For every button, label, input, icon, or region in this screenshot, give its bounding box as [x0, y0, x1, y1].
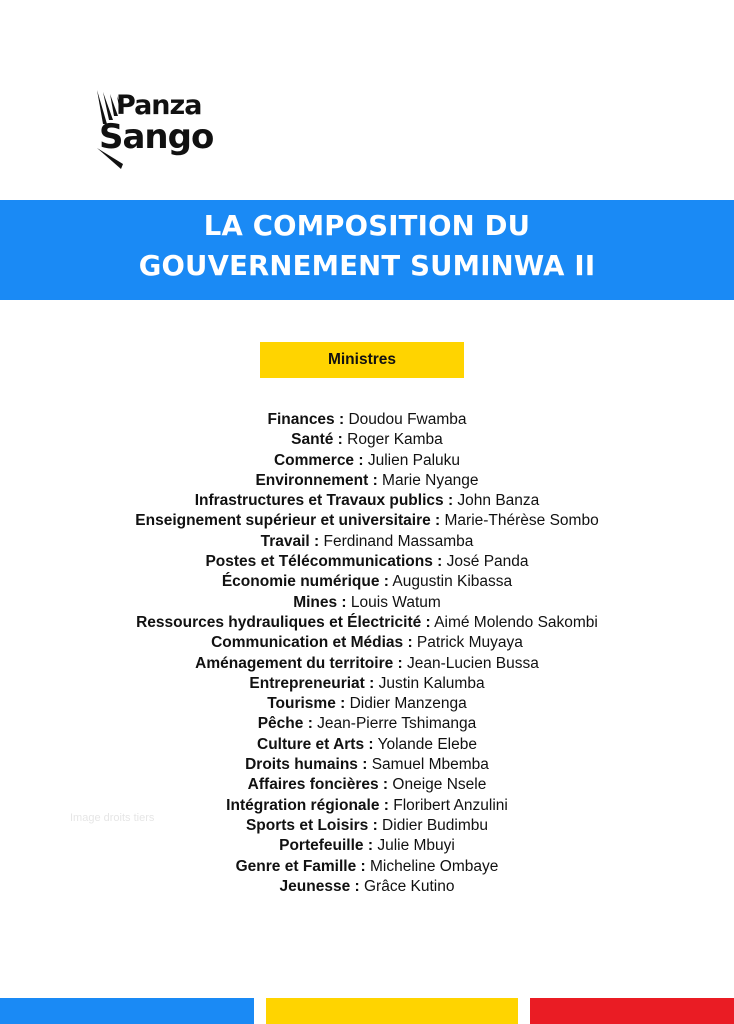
- minister-name: Marie Nyange: [377, 471, 479, 489]
- page-title-line-1: LA COMPOSITION DU: [203, 210, 531, 242]
- minister-row: [0, 430, 734, 450]
- title-banner: [0, 200, 734, 300]
- image-rights-watermark: Image droits tiers: [70, 812, 155, 824]
- minister-name: Julien Paluku: [363, 451, 461, 469]
- footer-stripe-blue: [0, 998, 254, 1024]
- minister-name: Micheline Ombaye: [365, 857, 499, 875]
- minister-portfolio: Communication et Médias :: [211, 634, 413, 652]
- minister-row: [0, 836, 734, 856]
- minister-portfolio: Environnement :: [255, 471, 378, 489]
- minister-row: [0, 633, 734, 653]
- minister-row: [0, 491, 734, 511]
- minister-row: [0, 755, 734, 775]
- minister-portfolio: Aménagement du territoire :: [195, 654, 403, 672]
- page-title-line-2: GOUVERNEMENT SUMINWA II: [138, 250, 596, 282]
- minister-row: [0, 572, 734, 592]
- minister-name: Patrick Muyaya: [412, 634, 523, 652]
- minister-name: Ferdinand Massamba: [319, 532, 474, 550]
- minister-name: Louis Watum: [346, 593, 441, 611]
- minister-portfolio: Travail :: [260, 532, 320, 550]
- minister-name: Aimé Molendo Sakombi: [430, 613, 598, 631]
- minister-portfolio: Santé :: [291, 431, 343, 449]
- minister-row: [0, 451, 734, 471]
- minister-row: [0, 511, 734, 531]
- minister-name: Augustin Kibassa: [388, 573, 513, 591]
- minister-row: [0, 532, 734, 552]
- minister-portfolio: Pêche :: [257, 715, 313, 733]
- minister-name: Yolande Elebe: [373, 735, 477, 753]
- minister-row: [0, 857, 734, 877]
- minister-portfolio: Portefeuille :: [279, 837, 374, 855]
- minister-portfolio: Mines :: [293, 593, 347, 611]
- minister-name: Samuel Mbemba: [367, 756, 489, 774]
- minister-name: Jean-Pierre Tshimanga: [312, 715, 477, 733]
- minister-portfolio: Économie numérique :: [221, 573, 389, 591]
- minister-portfolio: Culture et Arts :: [257, 735, 374, 753]
- minister-name: Roger Kamba: [342, 431, 443, 449]
- minister-portfolio: Entrepreneuriat :: [249, 674, 375, 692]
- minister-name: John Banza: [453, 492, 540, 510]
- minister-name: Didier Budimbu: [377, 816, 489, 834]
- minister-portfolio: Finances :: [267, 411, 345, 428]
- minister-row: [0, 593, 734, 613]
- minister-name: Doudou Fwamba: [344, 411, 467, 428]
- minister-row: [0, 694, 734, 714]
- minister-row: [0, 775, 734, 795]
- minister-row: [0, 471, 734, 491]
- minister-portfolio: Ressources hydrauliques et Électricité :: [136, 613, 431, 631]
- minister-row: [0, 613, 734, 633]
- minister-portfolio: Droits humains :: [245, 756, 368, 774]
- minister-row: [0, 877, 734, 897]
- minister-portfolio: Sports et Loisirs :: [245, 816, 378, 834]
- minister-name: Julie Mbuyi: [373, 837, 455, 855]
- minister-name: Floribert Anzulini: [388, 796, 508, 814]
- footer-stripe-yellow: [266, 998, 518, 1024]
- minister-row: [0, 735, 734, 755]
- minister-name: Grâce Kutino: [359, 877, 455, 895]
- minister-name: Jean-Lucien Bussa: [402, 654, 539, 672]
- logo-text-sango: Sango: [99, 117, 214, 157]
- minister-portfolio: Jeunesse :: [279, 877, 360, 895]
- minister-portfolio: Genre et Famille :: [235, 857, 366, 875]
- minister-name: José Panda: [442, 553, 529, 571]
- minister-portfolio: Infrastructures et Travaux publics :: [194, 492, 454, 510]
- minister-name: Marie-Thérèse Sombo: [440, 512, 599, 530]
- minister-portfolio: Enseignement supérieur et universitaire :: [135, 512, 441, 530]
- ministers-list: [0, 410, 734, 897]
- section-label-ministres: Ministres: [260, 342, 464, 378]
- minister-portfolio: Affaires foncières :: [247, 776, 389, 794]
- panza-sango-logo: [93, 86, 233, 172]
- minister-row: [0, 410, 734, 430]
- minister-portfolio: Tourisme :: [267, 695, 346, 713]
- minister-row: [0, 552, 734, 572]
- minister-row: [0, 654, 734, 674]
- minister-name: Justin Kalumba: [374, 674, 485, 692]
- minister-portfolio: Intégration régionale :: [226, 796, 389, 814]
- minister-portfolio: Postes et Télécommunications :: [205, 553, 443, 571]
- minister-row: [0, 674, 734, 694]
- minister-row: [0, 714, 734, 734]
- minister-name: Oneige Nsele: [388, 776, 487, 794]
- footer-stripe-red: [530, 998, 734, 1024]
- minister-portfolio: Commerce :: [273, 451, 364, 469]
- minister-name: Didier Manzenga: [345, 695, 467, 713]
- logo-text-panza: Panza: [116, 90, 202, 121]
